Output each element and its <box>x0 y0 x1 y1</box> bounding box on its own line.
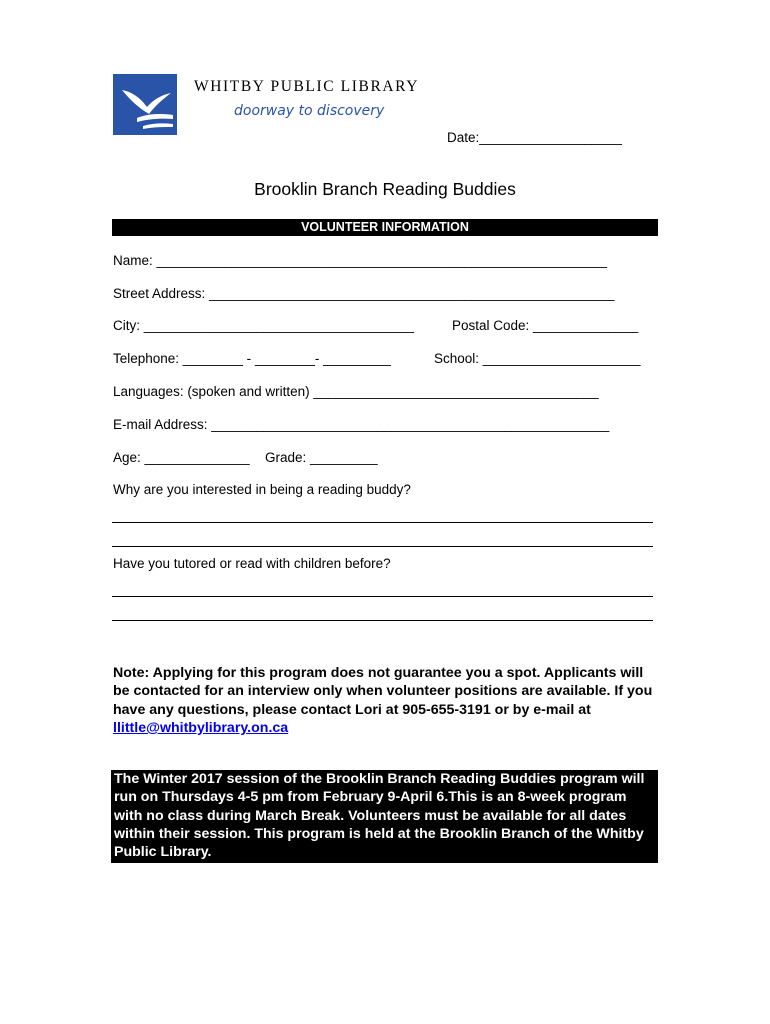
question-interest: Why are you interested in being a reading buddy? <box>113 482 411 497</box>
answer-line[interactable] <box>112 522 653 523</box>
name-field[interactable]: Name: ____________________________________________________________ <box>113 253 607 268</box>
session-info-box: The Winter 2017 session of the Brooklin Branch Reading Buddies program will run on Thursdays 4-5 pm from February 9-April 6.This is an 8-week program with no class during March Break. Volunteers must be available for all dates within their session. This program is held at the Brooklin Branch of the Whitby Public Library. <box>111 770 658 863</box>
answer-line[interactable] <box>112 620 653 621</box>
answer-line[interactable] <box>112 596 653 597</box>
languages-field[interactable]: Languages: (spoken and written) ______________________________________ <box>113 384 599 399</box>
city-field[interactable]: City: ____________________________________ <box>113 318 415 333</box>
grade-field[interactable]: Grade: _________ <box>265 450 378 465</box>
library-logo-icon <box>113 74 177 135</box>
telephone-field[interactable]: Telephone: ________ - ________- _________ <box>113 351 391 366</box>
form-title: Brooklin Branch Reading Buddies <box>254 179 516 199</box>
application-note <box>113 664 661 737</box>
date-field[interactable]: Date:___________________ <box>447 130 622 145</box>
answer-line[interactable] <box>112 546 653 547</box>
street-address-field[interactable]: Street Address: ______________________________________________________ <box>113 286 615 301</box>
school-field[interactable]: School: _____________________ <box>434 351 641 366</box>
note-text: Note: Applying for this program does not guarantee you a spot. Applicants will be contacted for an interview only when volunteer positions are available. If you have any questions, please contact Lori at 905-655-3191 or by e-mail at <box>113 665 653 718</box>
age-field[interactable]: Age: ______________ <box>113 450 250 465</box>
library-tagline: doorway to discovery <box>234 103 385 119</box>
postal-code-field[interactable]: Postal Code: ______________ <box>452 318 639 333</box>
section-header: VOLUNTEER INFORMATION <box>112 219 658 236</box>
contact-email-link[interactable]: llittle@whitbylibrary.on.ca <box>113 719 289 736</box>
question-experience: Have you tutored or read with children before? <box>113 556 391 571</box>
email-field[interactable]: E-mail Address: _____________________________________________________ <box>113 417 610 432</box>
library-name: WHITBY PUBLIC LIBRARY <box>194 78 420 95</box>
